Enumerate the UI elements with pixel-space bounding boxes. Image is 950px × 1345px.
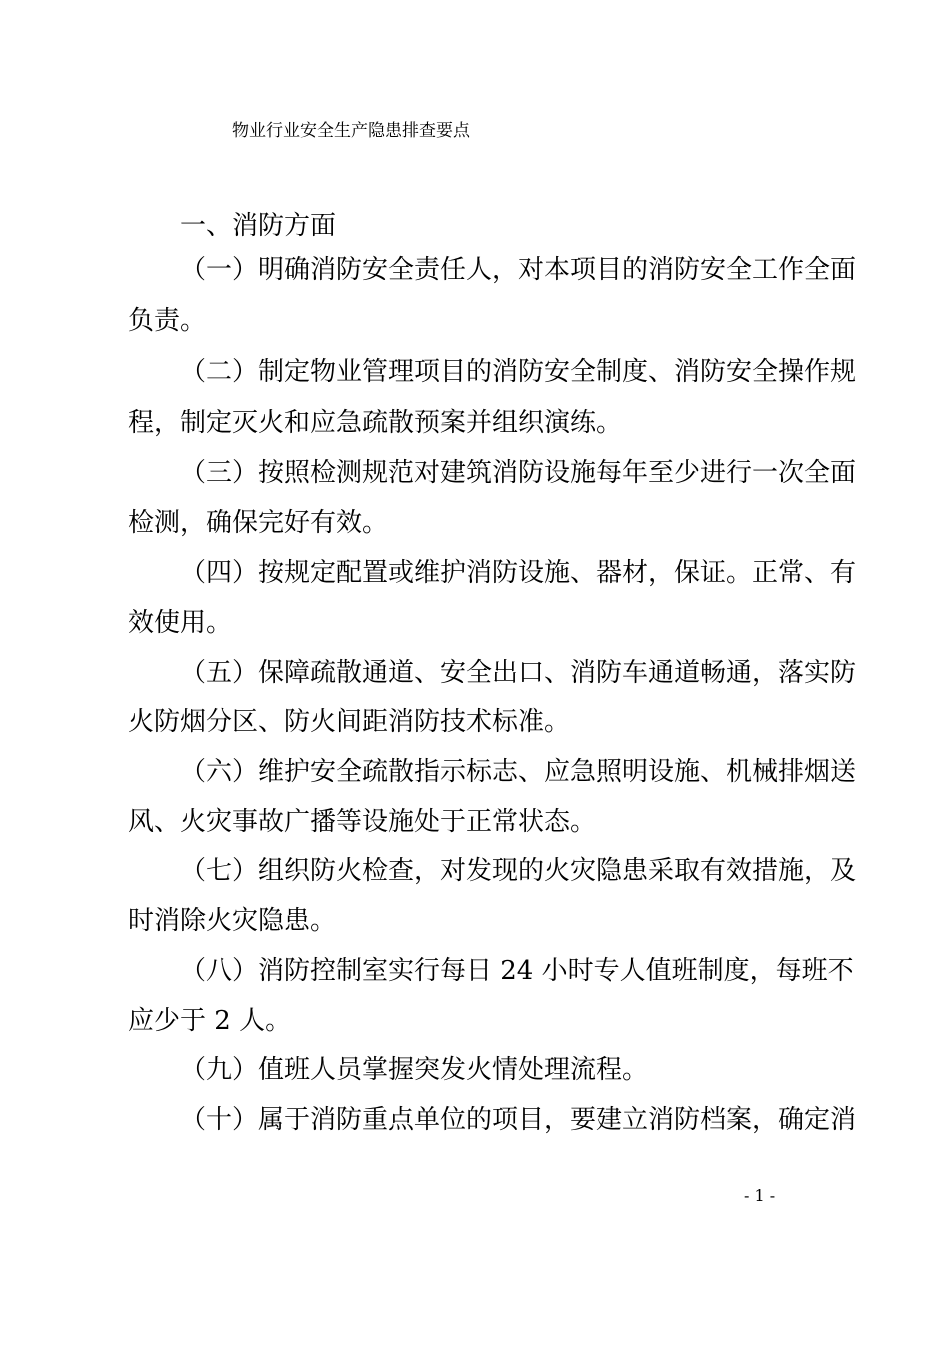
paragraph-line: 时消除火灾隐患。 — [128, 906, 337, 936]
document-title: 物业行业安全生产隐患排查要点 — [232, 121, 470, 141]
paragraph-line: 效使用。 — [128, 608, 233, 638]
paragraph-line: （七）组织防火检查，对发现的火灾隐患采取有效措施，及 — [180, 856, 857, 886]
paragraph-line: （六）维护安全疏散指示标志、应急照明设施、机械排烟送 — [180, 757, 857, 787]
paragraph-line: （四）按规定配置或维护消防设施、器材，保证。正常、有 — [180, 558, 857, 588]
paragraph-line: 火防烟分区、防火间距消防技术标准。 — [128, 707, 571, 737]
section-heading: 一、消防方面 — [180, 211, 337, 241]
paragraph-line: 负责。 — [128, 306, 207, 336]
paragraph-line: （十）属于消防重点单位的项目，要建立消防档案，确定消 — [180, 1105, 857, 1135]
paragraph-line: （一）明确消防安全责任人，对本项目的消防安全工作全面 — [180, 255, 857, 285]
paragraph-line: 程，制定灭火和应急疏散预案并组织演练。 — [128, 408, 623, 438]
paragraph-line: （二）制定物业管理项目的消防安全制度、消防安全操作规 — [180, 357, 857, 387]
paragraph-line: 风、火灾事故广播等设施处于正常状态。 — [128, 807, 597, 837]
paragraph-line: （三）按照检测规范对建筑消防设施每年至少进行一次全面 — [180, 458, 857, 488]
paragraph-line: 应少于 2 人。 — [128, 1006, 292, 1036]
paragraph-line: （五）保障疏散通道、安全出口、消防车通道畅通，落实防 — [180, 658, 857, 688]
paragraph-line: （九）值班人员掌握突发火情处理流程。 — [180, 1055, 649, 1085]
paragraph-line: （八）消防控制室实行每日 24 小时专人值班制度，每班不 — [180, 956, 854, 986]
paragraph-line: 检测，确保完好有效。 — [128, 508, 389, 538]
page-number: - 1 - — [744, 1186, 776, 1205]
